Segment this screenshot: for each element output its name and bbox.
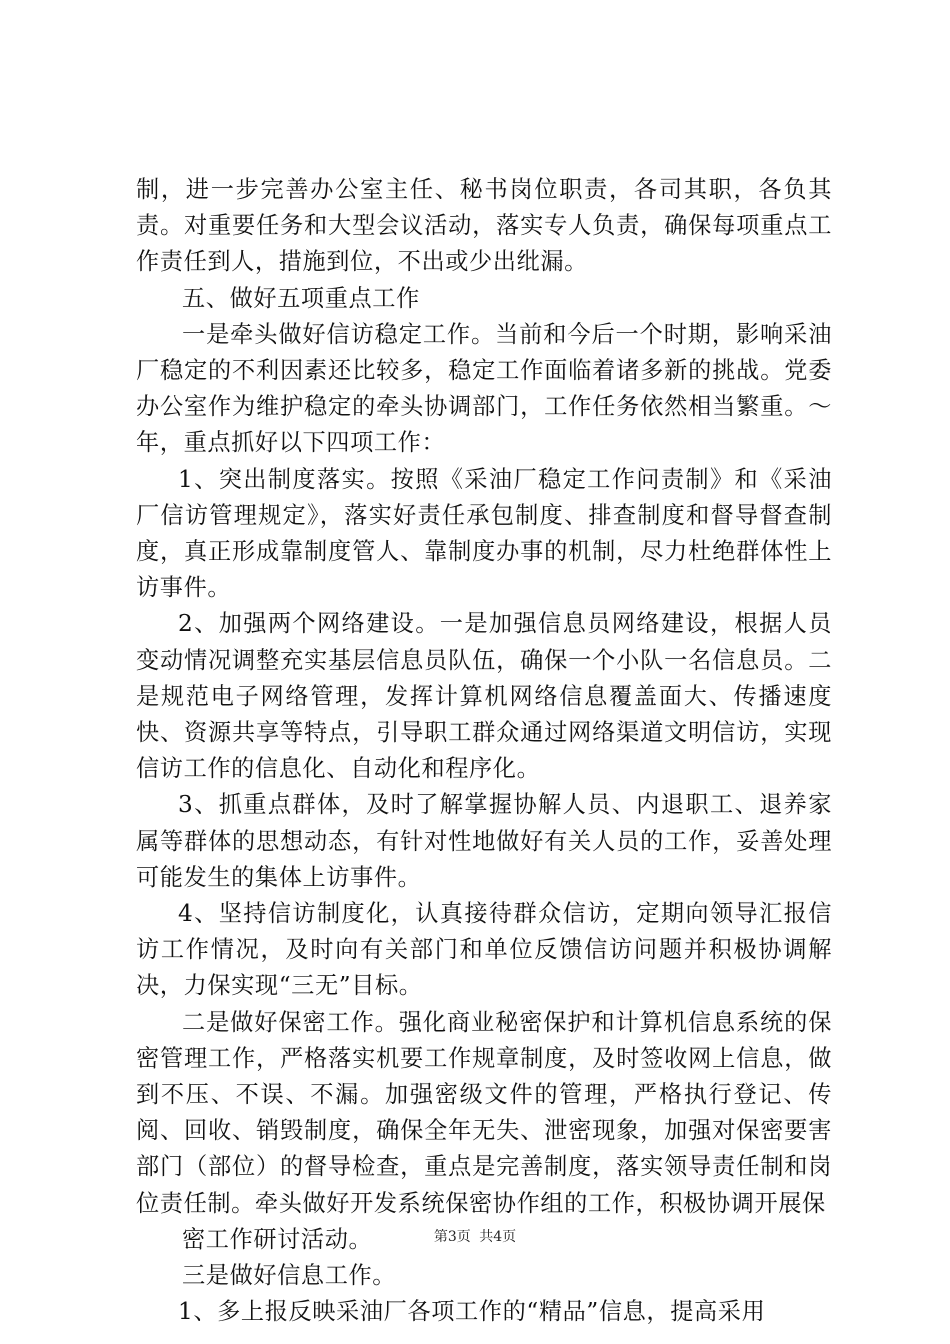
page-footer xyxy=(0,1228,950,1246)
paragraph-petition-stability: 一是牵头做好信访稳定工作。当前和今后一个时期，影响采油厂稳定的不利因素还比较多，稳定工作面临着诸多新的挑战。党委办公室作为维护稳定的牵头协调部门，工作任务依然相当繁重。～年，重点抓好以下四项工作： xyxy=(136,320,832,457)
paragraph-confidentiality: 二是做好保密工作。强化商业秘密保护和计算机信息系统的保密管理工作，严格落实机要工作规章制度，及时签收网上信息，做到不压、不误、不漏。加强密级文件的管理，严格执行登记、传阅、回收、销毁制度，确保全年无失、泄密现象，加强对保密要害部门（部位）的督导检查，重点是完善制度，落实领导责任制和岗位责任制。牵头做好开发系统保密协作组的工作，积极协调开展保 xyxy=(136,1008,832,1217)
paragraph-continuation: 制，进一步完善办公室主任、秘书岗位职责，各司其职，各负其责。对重要任务和大型会议活动，落实专人负责，确保每项重点工作责任到人，措施到位，不出或少出纰漏。 xyxy=(136,176,832,276)
paragraph-item-4: 4、坚持信访制度化，认真接待群众信访，定期向领导汇报信访工作情况，及时向有关部门和单位反馈信访问题并积极协调解决，力保实现“三无”目标。 xyxy=(136,900,832,1000)
paragraph-item-3: 3、抓重点群体，及时了解掌握协解人员、内退职工、退养家属等群体的思想动态，有针对性地做好有关人员的工作，妥善处理可能发生的集体上访事件。 xyxy=(136,791,832,891)
paragraph-confidentiality-cont: 密工作研讨活动。 xyxy=(182,1225,373,1253)
page-total: 共4页 xyxy=(479,1229,517,1245)
section-heading: 五、做好五项重点工作 xyxy=(182,284,420,312)
paragraph-information-heading: 三是做好信息工作。 xyxy=(182,1262,397,1290)
paragraph-item-2: 2、加强两个网络建设。一是加强信息员网络建设，根据人员变动情况调整充实基层信息员队伍，确保一个小队一名信息员。二是规范电子网络管理，发挥计算机网络信息覆盖面大、传播速度快、资源共享等特点，引导职工群众通过网络渠道文明信访，实现信访工作的信息化、自动化和程序化。 xyxy=(136,610,832,783)
document-body xyxy=(136,172,832,1331)
page-number: 第3页 xyxy=(433,1229,471,1245)
paragraph-information-item-1: 1、多上报反映采油厂各项工作的“精品”信息，提高采用 xyxy=(178,1298,766,1326)
paragraph-item-1: 1、突出制度落实。按照《采油厂稳定工作问责制》和《采油厂信访管理规定》，落实好责任承包制度、排查制度和督导督查制度，真正形成靠制度管人、靠制度办事的机制，尽力杜绝群体性上访事件。 xyxy=(136,465,832,602)
